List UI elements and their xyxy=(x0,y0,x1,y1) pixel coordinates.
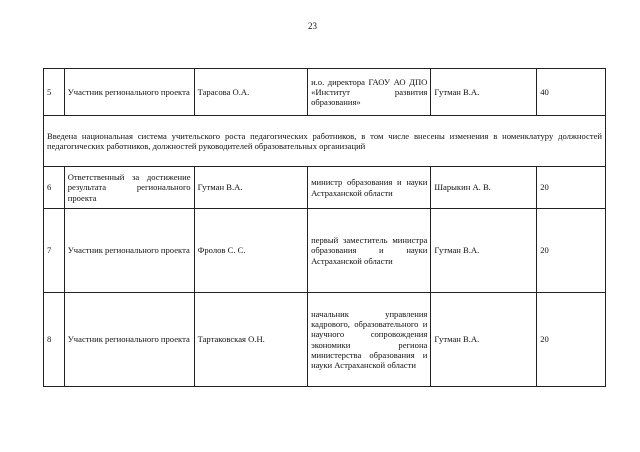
participant-supervisor: Гутман В.А. xyxy=(431,209,537,293)
participant-role: Ответственный за достижение результата регионального проекта xyxy=(64,167,194,209)
participant-position: министр образования и науки Астраханской области xyxy=(308,167,431,209)
project-participants-table xyxy=(43,68,606,387)
participant-position: и.о. директора ГАОУ АО ДПО «Институт развития образования» xyxy=(308,69,431,116)
participation-percent: 40 xyxy=(537,69,606,116)
participant-supervisor: Гутман В.А. xyxy=(431,293,537,387)
participant-name: Фролов С. С. xyxy=(194,209,307,293)
row-number: 8 xyxy=(44,293,65,387)
section-title: Введена национальная система учительского роста педагогических работников, в том числе внесены изменения в номенклатуру должностей педагогических работников, должностей руководителей образовательных организаций xyxy=(44,116,606,167)
participant-name: Гутман В.А. xyxy=(194,167,307,209)
table-row xyxy=(44,293,606,387)
participation-percent: 20 xyxy=(537,293,606,387)
participation-percent: 20 xyxy=(537,209,606,293)
row-number: 5 xyxy=(44,69,65,116)
participant-position: начальник управления кадрового, образовательного и научного сопровождения экономики региона министерства образования и науки Астраханской области xyxy=(308,293,431,387)
participant-role: Участник регионального проекта xyxy=(64,69,194,116)
participation-percent: 20 xyxy=(537,167,606,209)
participant-name: Тарасова О.А. xyxy=(194,69,307,116)
participant-supervisor: Гутман В.А. xyxy=(431,69,537,116)
participant-name: Тартаковская О.Н. xyxy=(194,293,307,387)
row-number: 7 xyxy=(44,209,65,293)
section-header-row xyxy=(44,116,606,167)
participant-supervisor: Шарыкин А. В. xyxy=(431,167,537,209)
participant-role: Участник регионального проекта xyxy=(64,293,194,387)
table-row xyxy=(44,167,606,209)
participant-role: Участник регионального проекта xyxy=(64,209,194,293)
row-number: 6 xyxy=(44,167,65,209)
participant-position: первый заместитель министра образования и науки Астраханской области xyxy=(308,209,431,293)
table-row xyxy=(44,209,606,293)
table-row xyxy=(44,69,606,116)
page-number: 23 xyxy=(308,21,317,31)
